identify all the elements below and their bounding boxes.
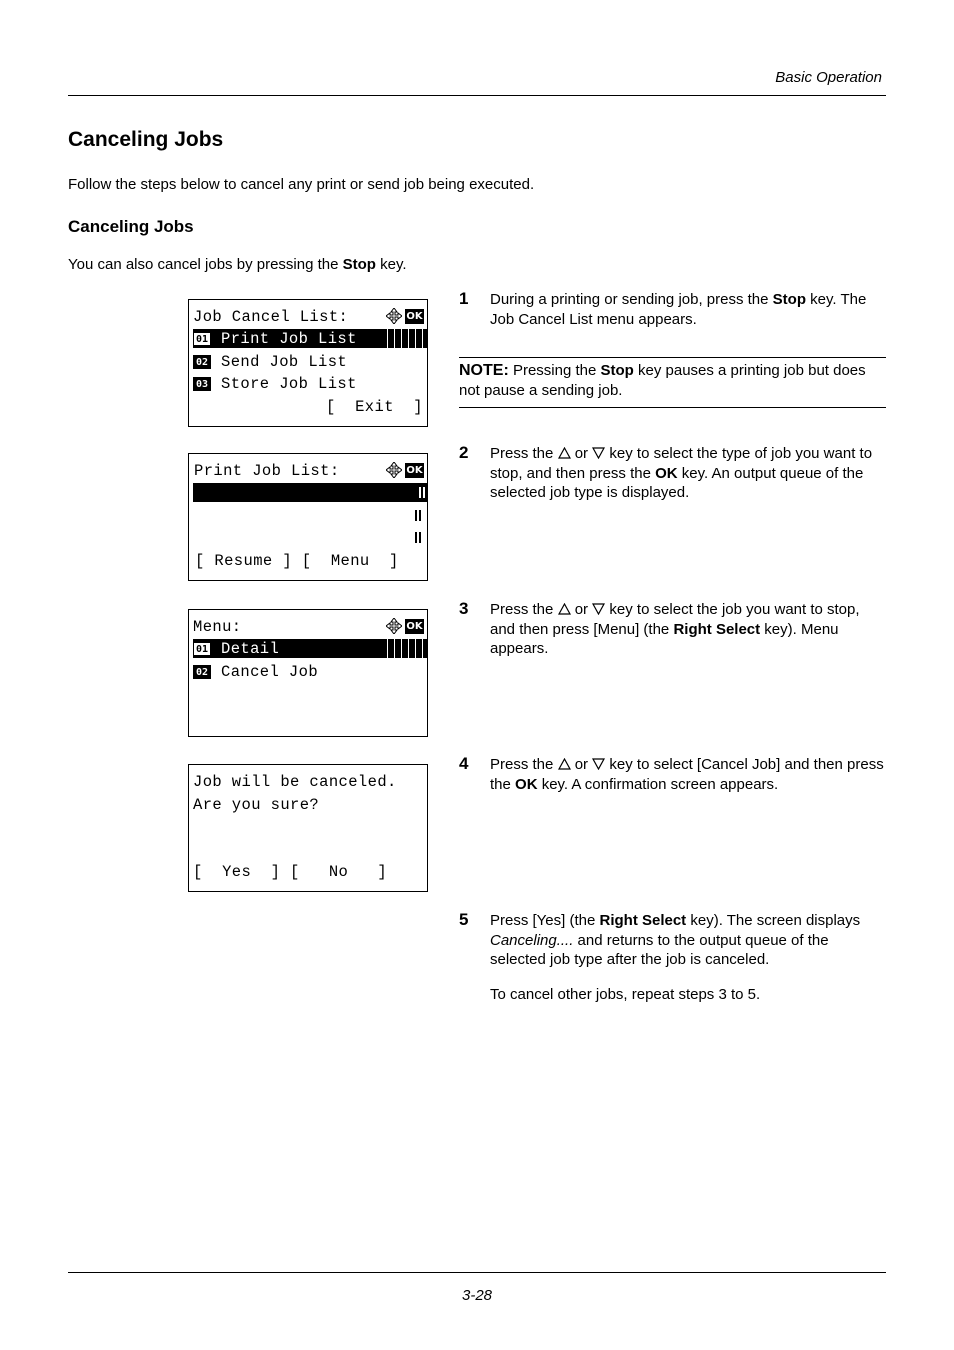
ok-key-icon: OK [406, 620, 423, 632]
step-number: 1 [459, 289, 469, 308]
pause-icon [418, 487, 426, 499]
step-4-text: Press the or key to select [Cancel Job] and then press the OK key. A confirmation screen appears. [490, 756, 884, 793]
page-number: 3-28 [461, 1287, 493, 1304]
lcd-job-cancel-list [188, 299, 428, 427]
step-1-text: During a printing or sending job, press the Stop key. The Job Cancel List menu appears. [490, 291, 867, 328]
softkeys-yes-no[interactable]: [ Yes ] [ No ] [193, 863, 388, 881]
confirm-line-2: Are you sure? [193, 796, 320, 814]
up-key-icon [558, 603, 571, 615]
menu-item-print-job-list[interactable]: 01 Print Job List [193, 329, 427, 348]
softkeys-resume-menu[interactable]: [ Resume ] [ Menu ] [195, 552, 399, 570]
lcd-menu [188, 609, 428, 737]
menu-item-send-job-list[interactable]: 02 Send Job List [193, 352, 423, 372]
up-key-icon [558, 447, 571, 459]
softkey-exit[interactable]: [ Exit ] [325, 398, 423, 416]
job-row-0009[interactable] [193, 506, 423, 526]
ok-key-icon: OK [406, 310, 423, 322]
subsection-title: Canceling Jobs [68, 217, 194, 236]
down-key-icon [592, 447, 605, 459]
subsection-intro: You can also cancel jobs by pressing the Stop key. [68, 256, 407, 273]
down-key-icon [592, 758, 605, 770]
header-section-label: Basic Operation [775, 69, 882, 86]
up-key-icon [558, 758, 571, 770]
pause-icon [414, 510, 422, 522]
note-box [459, 357, 886, 408]
down-key-icon [592, 603, 605, 615]
lcd-title: Menu: [193, 618, 242, 636]
four-way-arrow-icon [386, 618, 402, 634]
pause-icon [414, 532, 422, 544]
step-2-text: Press the or key to select the type of job you want to stop, and then press the OK key. An output queue of the selected job type is displayed. [490, 445, 873, 501]
four-way-arrow-icon [386, 308, 402, 324]
step-3-text: Press the or key to select the job you want to stop, and then press [Menu] (the Right Select key). Menu appears. [490, 601, 860, 657]
intro-text: Follow the steps below to cancel any print or send job being executed. [68, 176, 535, 193]
lcd-title: Print Job List: [194, 462, 340, 480]
four-way-arrow-icon [386, 462, 402, 478]
menu-item-cancel-job[interactable]: 02 Cancel Job [193, 662, 423, 682]
page-title: Canceling Jobs [68, 128, 224, 151]
step-5-text: Press [Yes] (the Right Select key). The screen displays Canceling.... and returns to the output queue of the selected job type after the job is canceled. [490, 912, 861, 968]
step-number: 3 [459, 599, 469, 618]
step-5-extra-text: To cancel other jobs, repeat steps 3 to 5. [490, 986, 761, 1003]
menu-item-detail[interactable]: 01 Detail [193, 639, 427, 658]
job-row-0010[interactable] [193, 528, 423, 548]
ok-key-icon: OK [406, 464, 423, 476]
step-number: 5 [459, 910, 469, 929]
step-number: 4 [459, 754, 469, 773]
header-rule [68, 95, 886, 96]
confirm-job-line [193, 817, 423, 837]
lcd-cancel-confirm [188, 764, 428, 892]
note-text: NOTE: Pressing the Stop key pauses a printing job but does not pause a sending job. [459, 362, 866, 399]
footer-rule [68, 1272, 886, 1273]
menu-item-store-job-list[interactable]: 03 Store Job List [193, 374, 423, 394]
step-number: 2 [459, 443, 469, 462]
lcd-print-job-list [188, 453, 428, 581]
job-row-0008[interactable] [193, 483, 427, 502]
confirm-line-1: Job will be canceled. [193, 773, 397, 791]
lcd-title: Job Cancel List: [193, 308, 349, 326]
